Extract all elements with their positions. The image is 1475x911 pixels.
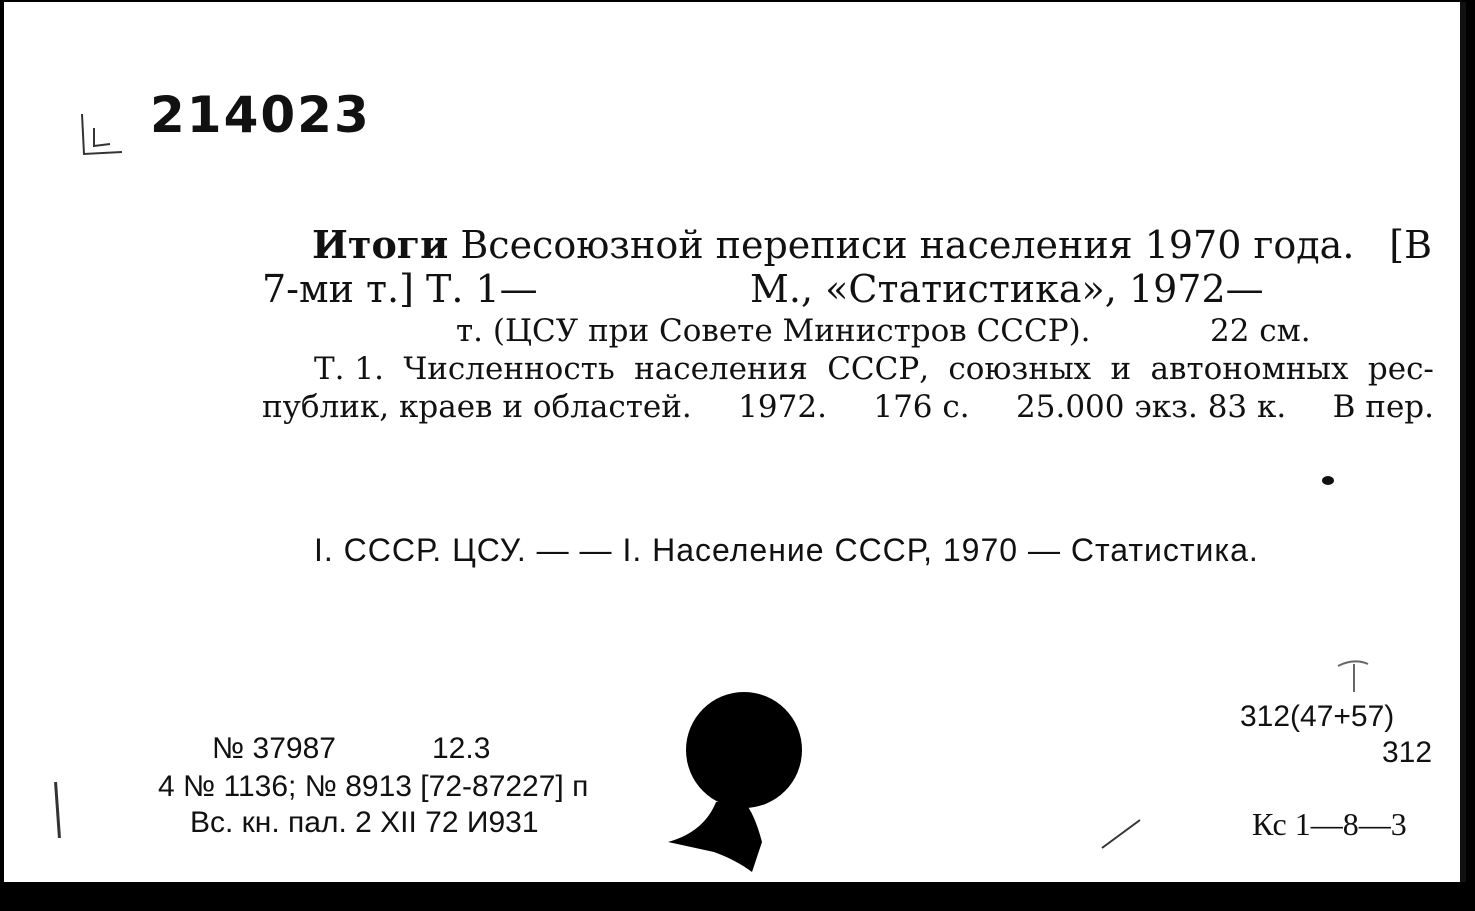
volume-contents-line-1 <box>314 351 1434 387</box>
word: и <box>1110 351 1132 387</box>
ink-speck <box>1322 476 1334 485</box>
volume-subtitle-end: публик, краев и областей. <box>262 389 692 425</box>
registration-line-2: 4 № 1136; № 8913 [72-87227] п <box>158 770 589 803</box>
volume-contents-line-2 <box>262 389 1434 425</box>
title-bracket: [В <box>1389 223 1432 267</box>
size-note: 22 см. <box>1210 313 1311 349</box>
registration-number: № 37987 <box>212 732 336 765</box>
registration-code: 12.3 <box>432 732 491 765</box>
word: союзных <box>948 351 1092 387</box>
imprint-line: М., «Статистика», 1972— <box>750 267 1264 311</box>
punch-hole-icon <box>644 692 814 882</box>
price: 83 к. <box>1207 389 1287 425</box>
print-run: 25.000 экз. <box>1016 389 1198 425</box>
word: Т. 1. <box>314 351 384 387</box>
word: рес- <box>1367 351 1434 387</box>
volume-line-left: 7-ми т.] Т. 1— <box>262 267 538 311</box>
binding: В пер. <box>1332 389 1434 425</box>
classification-code: 312(47+57) <box>1240 700 1395 733</box>
handwritten-number: 214023 <box>150 86 371 144</box>
word: автономных <box>1150 351 1349 387</box>
title-line <box>312 222 1432 267</box>
volume-year: 1972. <box>738 389 827 425</box>
word: населения <box>634 351 808 387</box>
volume-pages: 176 с. <box>873 389 970 425</box>
kc-code: Кс 1—8—3 <box>1252 806 1407 842</box>
classification-short: 312 <box>1382 736 1433 769</box>
title-rest: Всесоюзной переписи населения 1970 года. <box>460 223 1355 267</box>
title-bold: Итоги <box>312 222 449 267</box>
handwritten-tick-icon <box>1324 656 1394 696</box>
subject-headings: I. СССР. ЦСУ. — — I. Население СССР, 1970 — Статистика. <box>314 532 1259 568</box>
word: Численность <box>403 351 615 387</box>
word: СССР, <box>827 351 930 387</box>
registration-line-3: Вс. кн. пал. 2 XII 72 И931 <box>190 806 539 839</box>
series-note: т. (ЦСУ при Совете Министров СССР). <box>456 313 1091 349</box>
catalog-card <box>4 2 1466 882</box>
handwritten-mark-icon <box>76 110 128 160</box>
edge-scratch <box>54 782 61 838</box>
pencil-stroke-icon <box>1096 814 1146 854</box>
scan-border-bottom <box>0 882 1475 911</box>
